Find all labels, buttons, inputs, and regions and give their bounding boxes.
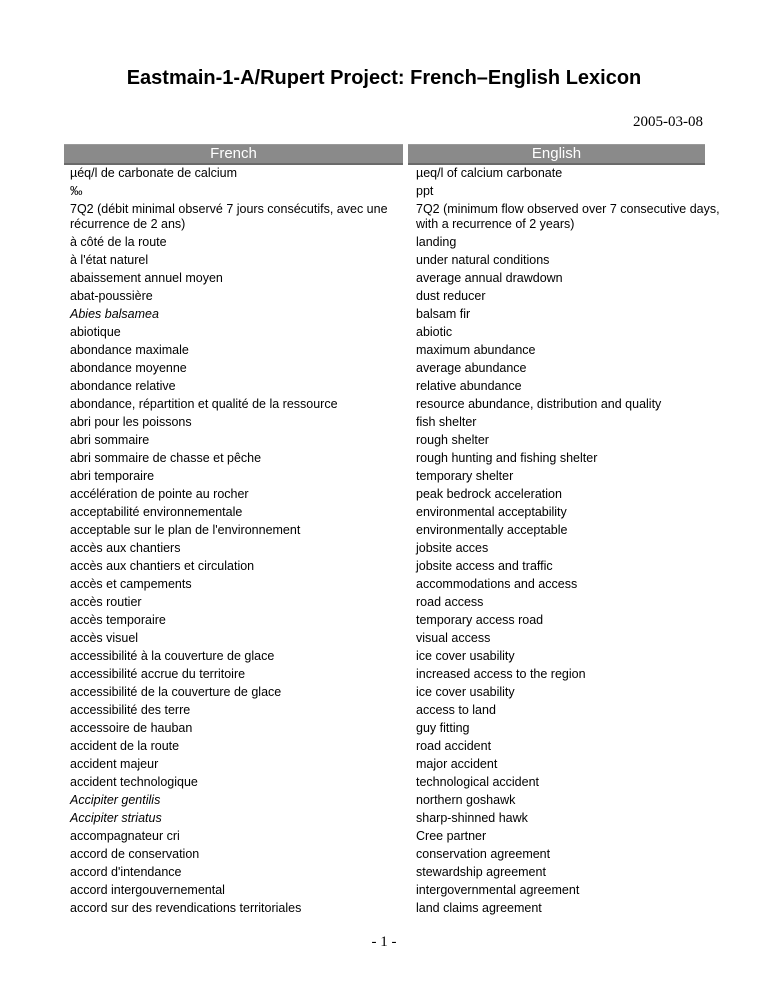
- header-french: French: [64, 144, 403, 165]
- english-term: balsam fir: [416, 307, 471, 321]
- english-term: µeq/l of calcium carbonate: [416, 166, 563, 180]
- english-term: conservation agreement: [416, 847, 551, 861]
- english-term: technological accident: [416, 775, 539, 789]
- english-term: rough hunting and fishing shelter: [416, 451, 598, 465]
- english-term: 7Q2 (minimum flow observed over 7 consecutive days, with a recurrence of 2 years): [416, 202, 720, 231]
- french-term: abri temporaire: [70, 469, 155, 483]
- table-row: [70, 882, 720, 900]
- french-term: accident de la route: [70, 739, 180, 753]
- english-term: fish shelter: [416, 415, 477, 429]
- french-term: abiotique: [70, 325, 121, 339]
- english-term: peak bedrock acceleration: [416, 487, 562, 501]
- english-term: environmentally acceptable: [416, 523, 568, 537]
- english-term: sharp-shinned hawk: [416, 811, 528, 825]
- french-term: accord sur des revendications territoriales: [70, 901, 302, 915]
- table-row: [70, 324, 720, 342]
- english-term: increased access to the region: [416, 667, 586, 681]
- english-term: accommodations and access: [416, 577, 578, 591]
- french-term: accident technologique: [70, 775, 198, 789]
- table-row: [70, 612, 720, 630]
- english-term: ice cover usability: [416, 685, 515, 699]
- french-term: accessibilité des terre: [70, 703, 191, 717]
- french-term: accord de conservation: [70, 847, 200, 861]
- english-term: visual access: [416, 631, 491, 645]
- english-term: dust reducer: [416, 289, 486, 303]
- table-row: [70, 864, 720, 882]
- english-term: access to land: [416, 703, 496, 717]
- table-row: [70, 900, 720, 918]
- french-term: acceptabilité environnementale: [70, 505, 243, 519]
- table-row: [70, 684, 720, 702]
- table-row: [70, 378, 720, 396]
- french-term: abri pour les poissons: [70, 415, 192, 429]
- table-row: [70, 576, 720, 594]
- english-term: under natural conditions: [416, 253, 550, 267]
- french-term: abondance moyenne: [70, 361, 187, 375]
- french-term: à l'état naturel: [70, 253, 149, 267]
- lexicon-table: [70, 165, 720, 918]
- english-term: environmental acceptability: [416, 505, 567, 519]
- table-row: [70, 234, 720, 252]
- table-row: [70, 288, 720, 306]
- french-term: accès aux chantiers et circulation: [70, 559, 255, 573]
- table-row: [70, 720, 720, 738]
- table-header: [64, 144, 705, 164]
- table-row: [70, 252, 720, 270]
- table-row: [70, 342, 720, 360]
- english-term: abiotic: [416, 325, 453, 339]
- page-number: - 1 -: [371, 934, 397, 950]
- table-row: [70, 450, 720, 468]
- table-row: [70, 414, 720, 432]
- english-term: temporary shelter: [416, 469, 514, 483]
- french-term: accord intergouvernemental: [70, 883, 225, 897]
- table-row: [70, 828, 720, 846]
- table-row: [70, 165, 720, 183]
- french-term: accès visuel: [70, 631, 139, 645]
- english-term: road access: [416, 595, 484, 609]
- french-term: abat-poussière: [70, 289, 153, 303]
- table-row: [70, 522, 720, 540]
- table-row: [70, 540, 720, 558]
- table-row: [70, 270, 720, 288]
- french-term: abondance relative: [70, 379, 176, 393]
- document-title: Eastmain-1-A/Rupert Project: French–English Lexicon: [126, 67, 642, 89]
- table-row: [70, 648, 720, 666]
- table-row: [70, 306, 720, 324]
- french-term: ‰: [70, 184, 83, 198]
- french-term: accès routier: [70, 595, 142, 609]
- table-row: [70, 810, 720, 828]
- english-term: landing: [416, 235, 457, 249]
- table-row: [70, 738, 720, 756]
- french-term: µéq/l de carbonate de calcium: [70, 166, 238, 180]
- french-term: 7Q2 (débit minimal observé 7 jours consécutifs, avec une récurrence de 2 ans): [70, 202, 388, 231]
- table-row: [70, 183, 720, 201]
- english-term: major accident: [416, 757, 498, 771]
- table-row: [70, 360, 720, 378]
- french-term: abri sommaire de chasse et pêche: [70, 451, 262, 465]
- table-row: [70, 468, 720, 486]
- english-term: land claims agreement: [416, 901, 542, 915]
- french-term: abaissement annuel moyen: [70, 271, 223, 285]
- french-term: accompagnateur cri: [70, 829, 180, 843]
- english-term: resource abundance, distribution and quality: [416, 397, 662, 411]
- english-term: guy fitting: [416, 721, 470, 735]
- french-term: accessoire de hauban: [70, 721, 193, 735]
- table-row: [70, 396, 720, 414]
- english-term: Cree partner: [416, 829, 487, 843]
- french-term: accès et campements: [70, 577, 192, 591]
- french-term: Accipiter striatus: [70, 811, 162, 825]
- table-row: [70, 504, 720, 522]
- english-term: average abundance: [416, 361, 527, 375]
- table-row: [70, 666, 720, 684]
- french-term: à côté de la route: [70, 235, 167, 249]
- table-row: [70, 594, 720, 612]
- english-term: jobsite access and traffic: [416, 559, 553, 573]
- english-term: maximum abundance: [416, 343, 536, 357]
- english-term: ice cover usability: [416, 649, 515, 663]
- table-row: [70, 702, 720, 720]
- header-english: English: [408, 144, 705, 165]
- french-term: Abies balsamea: [70, 307, 159, 321]
- english-term: jobsite acces: [416, 541, 489, 555]
- english-term: ppt: [416, 184, 434, 198]
- french-term: abondance, répartition et qualité de la ressource: [70, 397, 338, 411]
- table-row: [70, 630, 720, 648]
- french-term: accessibilité accrue du territoire: [70, 667, 246, 681]
- english-term: average annual drawdown: [416, 271, 563, 285]
- french-term: acceptable sur le plan de l'environnement: [70, 523, 301, 537]
- table-row: [70, 486, 720, 504]
- french-term: accès aux chantiers: [70, 541, 181, 555]
- english-term: road accident: [416, 739, 492, 753]
- table-row: [70, 774, 720, 792]
- table-row: [70, 432, 720, 450]
- table-row: [70, 792, 720, 810]
- english-term: northern goshawk: [416, 793, 516, 807]
- french-term: accord d'intendance: [70, 865, 182, 879]
- english-term: stewardship agreement: [416, 865, 546, 879]
- table-row: [70, 846, 720, 864]
- french-term: accélération de pointe au rocher: [70, 487, 249, 501]
- table-row: [70, 558, 720, 576]
- table-row: [70, 201, 720, 234]
- english-term: relative abundance: [416, 379, 522, 393]
- french-term: abri sommaire: [70, 433, 150, 447]
- french-term: Accipiter gentilis: [70, 793, 161, 807]
- french-term: accident majeur: [70, 757, 159, 771]
- table-row: [70, 756, 720, 774]
- english-term: rough shelter: [416, 433, 489, 447]
- french-term: abondance maximale: [70, 343, 189, 357]
- french-term: accessibilité de la couverture de glace: [70, 685, 282, 699]
- document-date: 2005-03-08: [633, 114, 703, 130]
- english-term: temporary access road: [416, 613, 544, 627]
- french-term: accessibilité à la couverture de glace: [70, 649, 275, 663]
- english-term: intergovernmental agreement: [416, 883, 580, 897]
- french-term: accès temporaire: [70, 613, 166, 627]
